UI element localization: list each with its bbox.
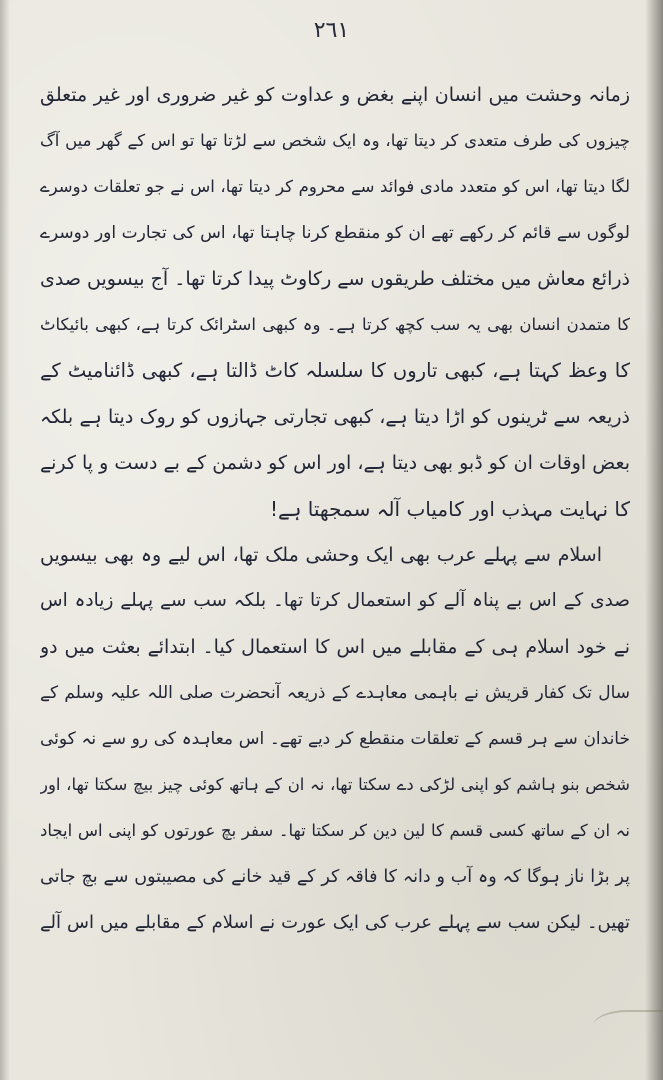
- page-corner-curl: [593, 1010, 663, 1042]
- text-line-10: کا نہایت مہذب اور کامیاب آلہ سمجھتا ہے!: [269, 497, 630, 521]
- text-line-15: خاندان سے ہر قسم کے تعلقات منقطع کر دیے تھے۔ اس معاہدہ کی رو سے نہ کوئی: [40, 729, 630, 749]
- page-gutter-shadow: [0, 0, 10, 1080]
- text-line-17: نہ ان کے ساتھ کسی قسم کا لین دین کر سکتا تھا۔ سفر بچ عورتوں کو اپنی اس ایجاد: [40, 821, 630, 840]
- page-edge-shadow: [645, 0, 663, 1080]
- text-line-19: تھیں۔ لیکن سب سے پہلے عرب کی ایک عورت نے اسلام کے مقابلے میں اس آلے: [40, 912, 630, 933]
- text-line-3: لگا دیتا تھا، اس کو متعدد مادی فوائد سے محروم کر دیتا تھا، اس نے جو تعلقات دوسرے: [40, 177, 630, 196]
- body-text: [40, 72, 630, 946]
- text-line-14: سال تک کفار قریش نے باہمی معاہدے کے ذریعہ آنحضرت صلی اللہ علیہ وسلم کے: [40, 683, 630, 703]
- page-number: ٢٦١: [313, 18, 350, 43]
- text-line-6: کا متمدن انسان بھی یہ سب کچھ کرتا ہے۔ وہ کبھی اسٹرائک کرتا ہے، کبھی بائیکاٹ: [40, 315, 630, 334]
- text-line-2: چیزوں کی طرف متعدی کر دیتا تھا، وہ ایک شخص سے لڑتا تھا تو اس کے گھر میں آگ: [40, 131, 630, 150]
- text-line-5: ذرائع معاش میں مختلف طریقوں سے رکاوٹ پیدا کرتا تھا۔ آج بیسویں صدی: [40, 268, 630, 290]
- text-line-11: اسلام سے پہلے عرب بھی ایک وحشی ملک تھا، اس لیے وہ بھی بیسویں: [40, 544, 602, 566]
- text-line-4: لوگوں سے قائم کر رکھے تھے ان کو منقطع کرنا چاہتا تھا، اس کی تجارت اور دوسرے: [40, 223, 630, 243]
- text-line-1: زمانہ وحشت میں انسان اپنے بغض و عداوت کو غیر ضروری اور غیر متعلق: [40, 84, 630, 106]
- text-line-18: پر بڑا ناز ہوگا کہ وہ آب و دانہ کا فاقہ کر کے قید خانے کی مصیبتوں سے بچ جاتی: [40, 867, 630, 887]
- text-line-7: کا وعظ کہتا ہے، کبھی تاروں کا سلسلہ کاٹ ڈالتا ہے، کبھی ڈائنامیٹ کے: [40, 359, 630, 382]
- text-line-9: بعض اوقات ان کو ڈبو بھی دیتا ہے، اور اس کو دشمن کے بے دست و پا کرنے: [40, 452, 630, 474]
- text-line-13: نے خود اسلام ہی کے مقابلے میں اس کا استعمال کیا۔ ابتدائے بعثت میں دو: [40, 636, 630, 658]
- text-line-8: ذریعہ سے ٹرینوں کو اڑا دیتا ہے، کبھی تجارتی جہازوں کو روک دیتا ہے بلکہ: [40, 406, 630, 428]
- text-line-16: شخص بنو ہاشم کو اپنی لڑکی دے سکتا تھا، نہ ان کے ہاتھ کوئی چیز بیچ سکتا تھا، اور: [40, 775, 630, 794]
- text-line-12: صدی کے اس بے پناہ آلے کو استعمال کرتا تھا۔ بلکہ سب سے پہلے زیادہ اس: [40, 590, 630, 611]
